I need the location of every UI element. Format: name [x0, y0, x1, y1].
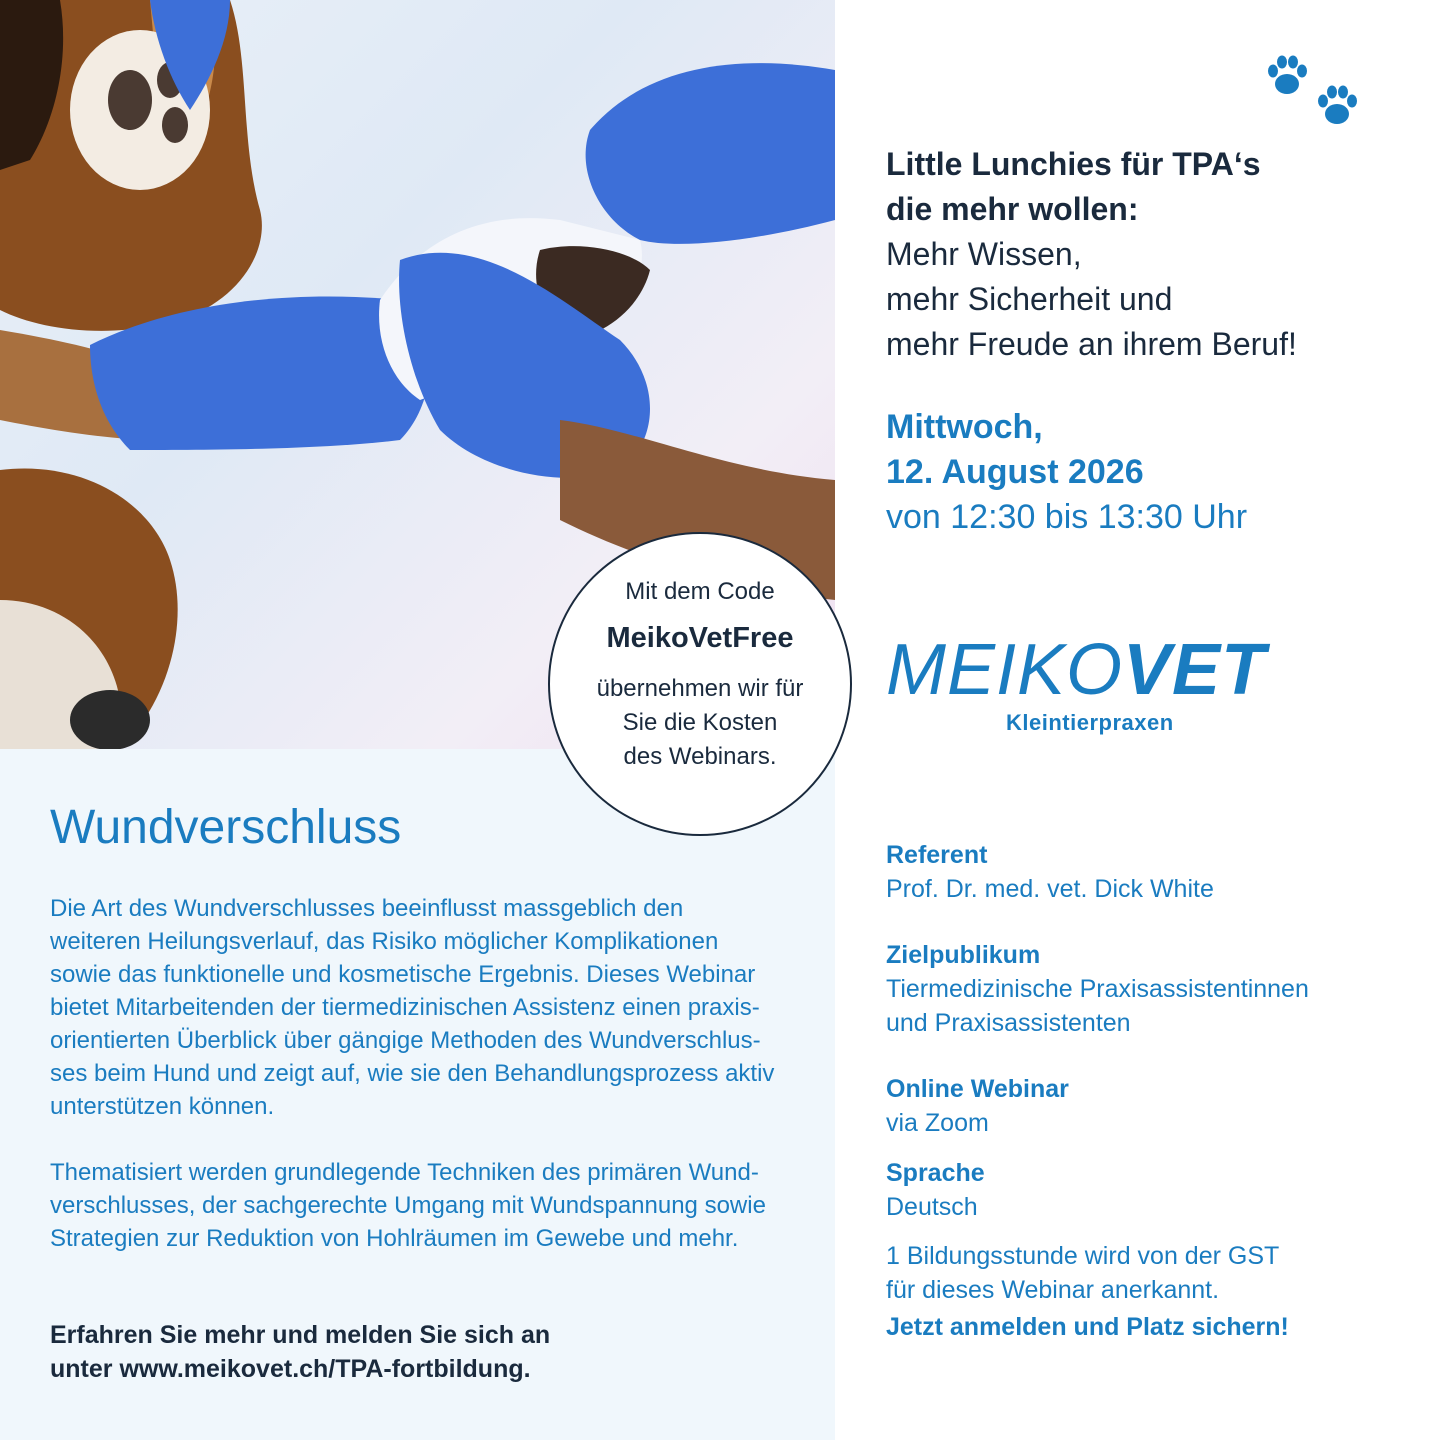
language-value: Deutsch [886, 1193, 978, 1221]
paw-pad [108, 70, 152, 130]
headline-line: Mehr Wissen, [886, 236, 1082, 272]
cta-line: Erfahren Sie mehr und melden Sie sich an [50, 1321, 551, 1349]
paragraph-line: Thematisiert werden grundlegende Techniken des primären Wund- [50, 1159, 759, 1186]
paragraph-line: verschlusses, der sachgerechte Umgang mit Wundspannung sowie [50, 1192, 766, 1219]
paragraph-line: Die Art des Wundverschlusses beeinflusst massgeblich den [50, 895, 684, 922]
language-block [886, 1156, 1406, 1224]
article-paragraph-2 [50, 1156, 830, 1255]
meikovet-logo [886, 630, 1316, 744]
referent-label: Referent [886, 841, 988, 869]
event-day: 12. August 2026 [886, 453, 1144, 491]
paw-print-icon [1264, 54, 1310, 98]
referent-block [886, 838, 1406, 906]
headline-line: die mehr wollen: [886, 191, 1139, 227]
credit-line: für dieses Webinar anerkannt. [886, 1276, 1220, 1304]
format-block [886, 1072, 1406, 1140]
promo-line: des Webinars. [623, 743, 777, 770]
top-glove [586, 63, 835, 244]
cta-link[interactable]: unter www.meikovet.ch/TPA-fortbildung. [50, 1355, 531, 1383]
logo-wordmark [886, 630, 1316, 710]
register-cta[interactable]: Jetzt anmelden und Platz sichern! [886, 1313, 1289, 1341]
promo-code: MeikoVetFree [606, 622, 794, 654]
paragraph-line: Strategien zur Reduktion von Hohlräumen im Gewebe und mehr. [50, 1225, 739, 1252]
page-title: Wundverschluss [50, 801, 402, 854]
headline [886, 142, 1406, 367]
format-label: Online Webinar [886, 1075, 1069, 1103]
audience-value: und Praxisassistenten [886, 1009, 1131, 1037]
paragraph-line: weiteren Heilungsverlauf, das Risiko möglicher Komplikationen [50, 928, 719, 955]
paragraph-line: bietet Mitarbeitenden der tiermedizinischen Assistenz einen praxis- [50, 994, 760, 1021]
article-paragraph-1 [50, 892, 830, 1123]
audience-value: Tiermedizinische Praxisassistentinnen [886, 975, 1309, 1003]
audience-label: Zielpublikum [886, 941, 1041, 969]
logo-subtitle: Kleintierpraxen [1006, 710, 1174, 735]
referent-value: Prof. Dr. med. vet. Dick White [886, 875, 1214, 903]
event-date [886, 405, 1406, 540]
paragraph-line: sowie das funktionelle und kosmetische Ergebnis. Dieses Webinar [50, 961, 756, 988]
event-weekday: Mittwoch, [886, 408, 1043, 446]
headline-line: Little Lunchies für TPA‘s [886, 146, 1261, 182]
promo-text [550, 672, 850, 774]
paragraph-line: ses beim Hund und zeigt auf, wie sie den Behandlungsprozess aktiv [50, 1060, 775, 1087]
paragraph-line: orientierten Überblick über gängige Methoden des Wundverschlus- [50, 1027, 761, 1054]
format-value: via Zoom [886, 1109, 989, 1137]
promo-intro: Mit dem Code [625, 578, 775, 605]
logo-word-heavy: VET [1123, 630, 1267, 710]
dog-nose [70, 690, 150, 749]
event-time: von 12:30 bis 13:30 Uhr [886, 498, 1248, 536]
paragraph-line: unterstützen können. [50, 1093, 275, 1120]
headline-line: mehr Freude an ihrem Beruf! [886, 326, 1297, 362]
language-label: Sprache [886, 1159, 985, 1187]
paw-print-icon [1314, 84, 1360, 128]
promo-line: Sie die Kosten [622, 709, 778, 736]
logo-word-light: MEIKO [886, 630, 1124, 710]
promo-line: übernehmen wir für [596, 675, 804, 702]
audience-block [886, 938, 1406, 1040]
credit-block [886, 1239, 1406, 1307]
credit-line: 1 Bildungsstunde wird von der GST [886, 1242, 1280, 1270]
promo-code-badge [548, 532, 852, 836]
paw-toe [162, 107, 188, 143]
more-info-cta [50, 1318, 830, 1386]
headline-line: mehr Sicherheit und [886, 281, 1173, 317]
